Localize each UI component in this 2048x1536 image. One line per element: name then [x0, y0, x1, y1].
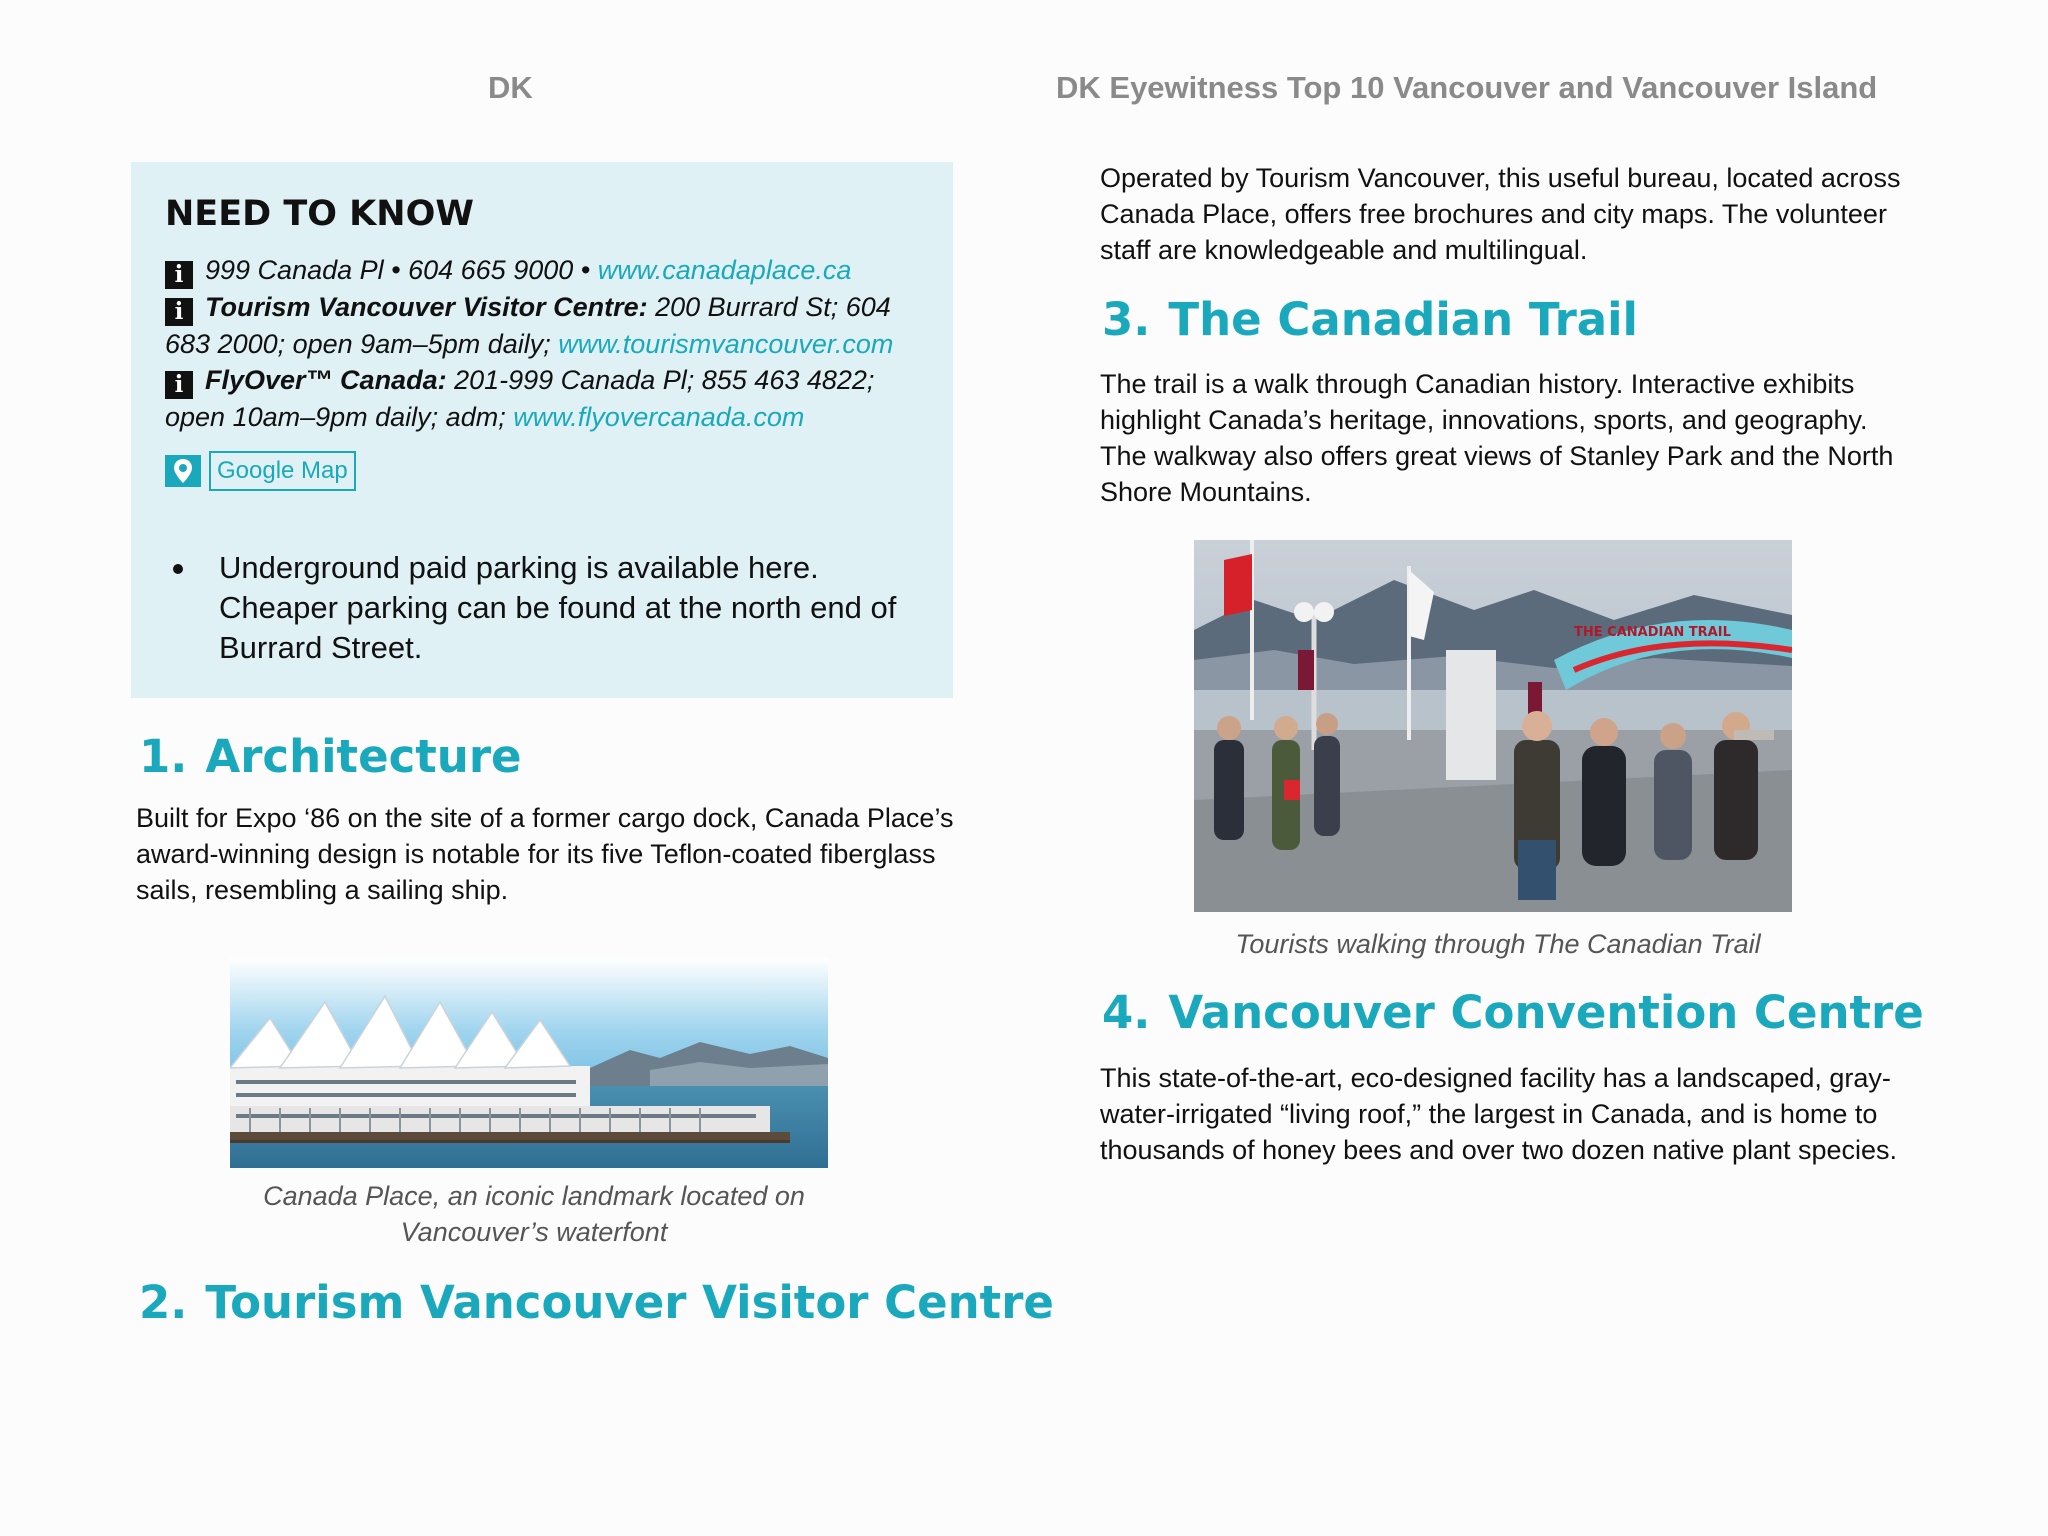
canadian-trail-photo — [1194, 540, 1792, 912]
need-to-know-box — [131, 162, 953, 698]
info-icon: i — [165, 261, 193, 289]
section-1-title — [139, 730, 522, 783]
section-4-title — [1102, 986, 1924, 1039]
section-number: 2. — [139, 1276, 188, 1329]
visitor-centre-info: 200 Burrard St; 604 683 2000; open 9am–5pm daily; — [165, 292, 891, 359]
section-number: 1. — [139, 730, 188, 783]
section-title-text: Tourism Vancouver Visitor Centre — [205, 1276, 1054, 1329]
info-icon: i — [165, 298, 193, 326]
need-to-know-title: NEED TO KNOW — [165, 194, 474, 234]
canada-place-photo — [230, 958, 828, 1168]
parking-text: Underground paid parking is available here. Cheaper parking can be found at the north end of Burrard Street. — [219, 550, 897, 665]
bullet-dot — [173, 564, 183, 574]
tourismvancouver-link[interactable]: www.tourismvancouver.com — [558, 329, 894, 359]
canadian-trail-sign: THE CANADIAN TRAIL — [1574, 625, 1731, 640]
need-to-know-details — [165, 252, 919, 435]
google-map-button[interactable]: Google Map — [209, 451, 356, 491]
canada-place-caption: Canada Place, an iconic landmark located on Vancouver’s waterfont — [263, 1181, 805, 1247]
flyover-info: 201-999 Canada Pl; 855 463 4822; open 10am–9pm daily; adm; — [165, 365, 875, 432]
section-title-text: The Canadian Trail — [1168, 293, 1638, 346]
section-number: 4. — [1102, 986, 1151, 1039]
section-4-text: This state-of-the-art, eco-designed facility has a landscaped, gray-water-irrigated “living roof,” the largest in Canada, and is home to thousands of honey bees and over two dozen native plant species. — [1100, 1063, 1898, 1165]
header-left: DK — [488, 70, 533, 105]
visitor-centre-label: Tourism Vancouver Visitor Centre: — [205, 292, 648, 322]
section-2-text: Operated by Tourism Vancouver, this useful bureau, located across Canada Place, offers free brochures and city maps. The volunteer staff are knowledgeable and multilingual. — [1100, 163, 1901, 265]
section-title-text: Architecture — [205, 730, 522, 783]
header-book-title: DK Eyewitness Top 10 Vancouver and Vancouver Island — [1056, 70, 1878, 105]
section-1-text: Built for Expo ‘86 on the site of a former cargo dock, Canada Place’s award-winning design is notable for its five Teflon-coated fiberglass sails, resembling a sailing ship. — [136, 803, 954, 905]
canadaplace-link[interactable]: www.canadaplace.ca — [597, 255, 852, 285]
parking-bullet — [173, 548, 913, 668]
section-3-text: The trail is a walk through Canadian history. Interactive exhibits highlight Canada’s heritage, innovations, sports, and geography. The walkway also offers great views of Stanley Park and the North Shore Mountains. — [1100, 369, 1894, 507]
section-2-title — [139, 1276, 1054, 1329]
canada-place-info: 999 Canada Pl • 604 665 9000 • — [205, 255, 598, 285]
flyover-label: FlyOver™ Canada: — [205, 365, 447, 395]
section-number: 3. — [1102, 293, 1151, 346]
flyovercanada-link[interactable]: www.flyovercanada.com — [513, 402, 805, 432]
google-map-row — [165, 451, 919, 491]
map-pin-icon[interactable] — [165, 455, 201, 487]
canadian-trail-caption: Tourists walking through The Canadian Trail — [1235, 929, 1761, 959]
info-icon: i — [165, 371, 193, 399]
section-title-text: Vancouver Convention Centre — [1168, 986, 1924, 1039]
section-3-title — [1102, 293, 1638, 346]
